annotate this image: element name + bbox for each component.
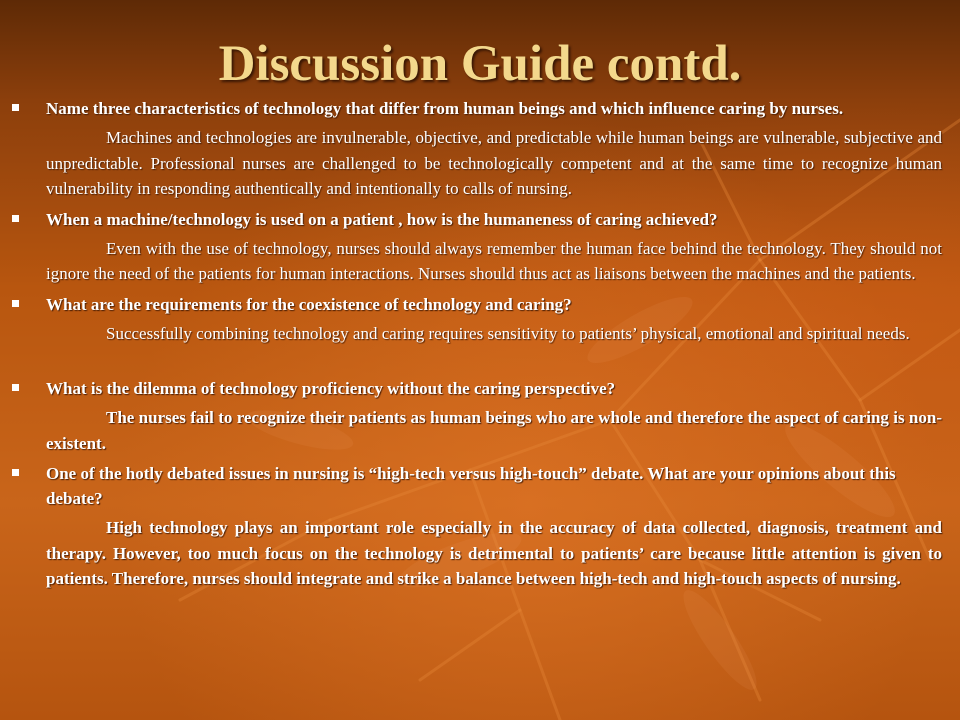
answer-text: Even with the use of technology, nurses should always remember the human face behind the technology. They should not ignore the need of the patients for human interactions. Nurses should thus act as liaisons between the machines and the patients. xyxy=(46,238,942,283)
list-item xyxy=(46,292,942,347)
question-text: Name three characteristics of technology that differ from human beings and which influence caring by nurses. xyxy=(46,99,844,118)
question-text: When a machine/technology is used on a patient , how is the humaneness of caring achieved? xyxy=(46,209,718,229)
answer-text: Successfully combining technology and caring requires sensitivity to patients’ physical, emotional and spiritual needs. xyxy=(106,323,910,343)
list-item xyxy=(46,207,942,287)
slide-title: Discussion Guide contd. xyxy=(218,36,742,92)
square-bullet-icon xyxy=(12,215,19,222)
answer-text: Machines and technologies are invulnerable, objective, and predictable while human beings are vulnerable, subjective and unpredictable. Professional nurses are challenged to be technologically competent and at the same time to recognize human vulnerability in responding authentically and intentionally to calls of nursing. xyxy=(46,128,942,198)
square-bullet-icon xyxy=(12,300,19,307)
question-text: One of the hotly debated issues in nursing is “high-tech versus high-touch” debate. What are your opinions about this debate? xyxy=(46,464,896,508)
answer-text: High technology plays an important role especially in the accuracy of data collected, diagnosis, treatment and therapy. However, too much focus on the technology is detrimental to patients’ care because little attention is given to patients. Therefore, nurses should integrate and strike a balance between high-tech and high-touch aspects of nursing. xyxy=(46,518,942,588)
question-text: What are the requirements for the coexistence of technology and caring? xyxy=(46,294,572,314)
slide-content xyxy=(0,96,960,592)
question-text: What is the dilemma of technology proficiency without the caring perspective? xyxy=(46,379,616,398)
list-item xyxy=(46,461,942,592)
square-bullet-icon xyxy=(12,469,19,476)
answer-text: The nurses fail to recognize their patients as human beings who are whole and therefore the aspect of caring is non-existent. xyxy=(46,408,942,453)
list-item xyxy=(46,376,942,456)
square-bullet-icon xyxy=(12,384,19,391)
square-bullet-icon xyxy=(12,104,19,111)
list-item xyxy=(46,96,942,202)
